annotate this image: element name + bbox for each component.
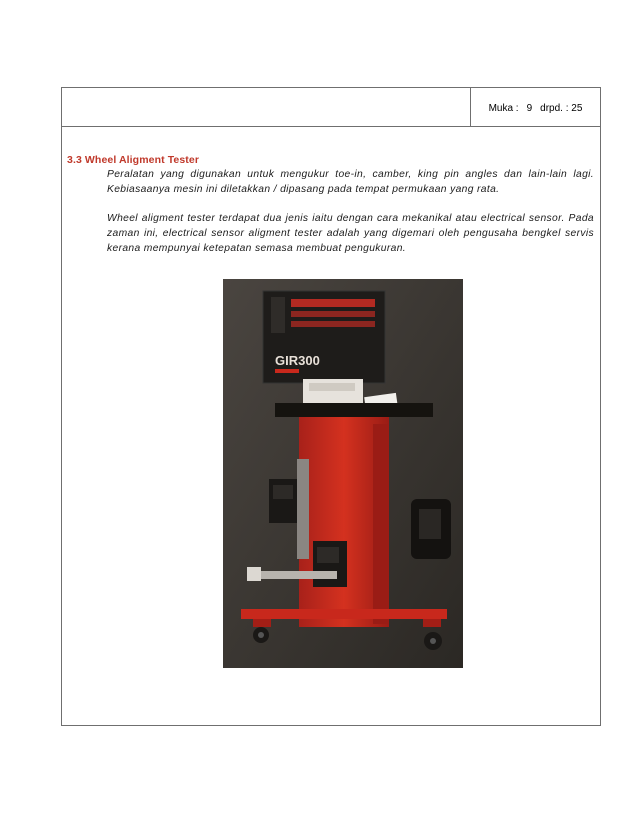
paragraph-1: Peralatan yang digunakan untuk mengukur toe-in, camber, king pin angles dan lain-lain lagi. Kebiasaanya mesin ini diletakkan / dipasang pada tempat permukaan yang rata. (107, 169, 594, 195)
machine-illustration (223, 279, 463, 668)
page-label: Muka : (488, 102, 519, 114)
paragraph-2: Wheel aligment tester terdapat dua jenis iaitu dengan cara mekanikal atau electrical sensor. Pada zaman ini, electrical sensor aligment tester adalah yang digemari oleh pengusaha bengkel servis kerana mempunyai ketepatan semasa membuat pengukuran. (107, 213, 594, 254)
machine-label-text (275, 353, 320, 368)
page-number: 9 (526, 102, 533, 114)
section-title: 3.3 Wheel Aligment Tester (67, 154, 200, 166)
svg-text:GIR300: GIR300 (275, 353, 320, 368)
page-number-cell (470, 88, 600, 126)
header-table (61, 87, 601, 127)
wheel-alignment-tester-photo (223, 279, 463, 668)
page-total: drpd. : 25 (540, 102, 583, 114)
